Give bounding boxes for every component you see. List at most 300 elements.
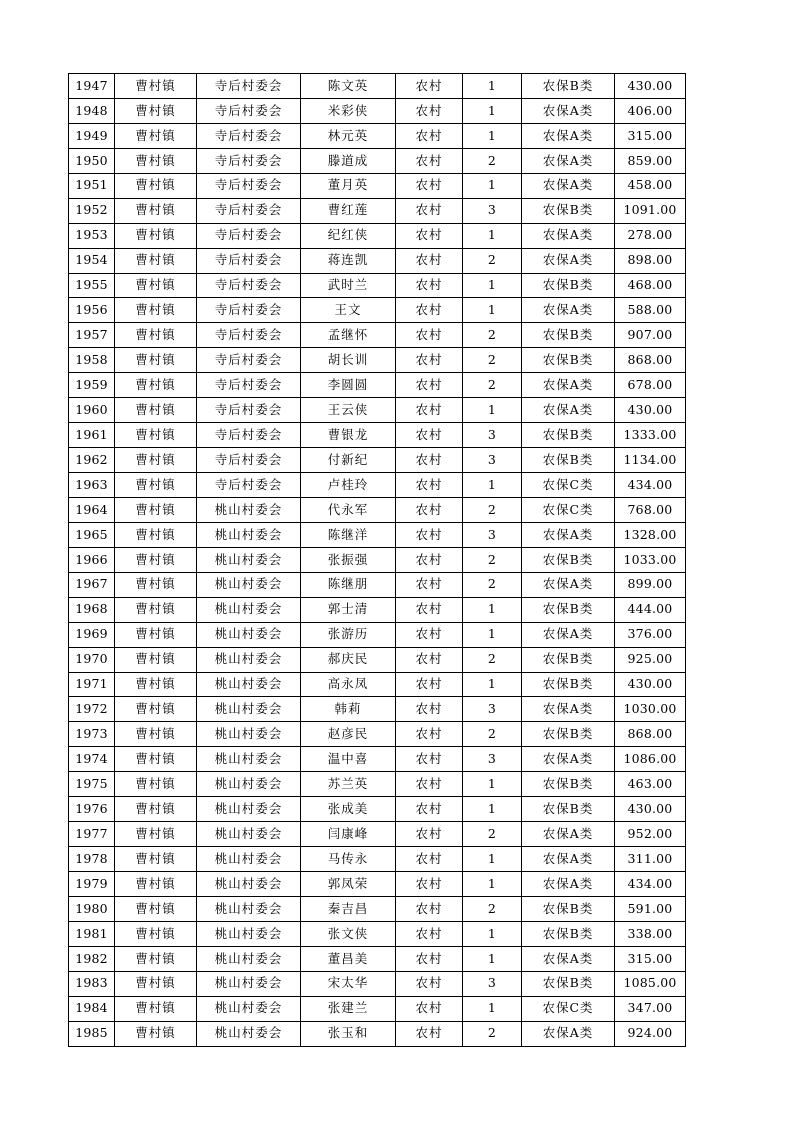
cell-seq: 1977	[69, 822, 115, 847]
cell-count: 1	[463, 473, 522, 498]
cell-amount: 315.00	[615, 946, 686, 971]
cell-amount: 376.00	[615, 622, 686, 647]
table-row	[69, 572, 686, 597]
table-row	[69, 747, 686, 772]
cell-area: 农村	[396, 722, 463, 747]
cell-area: 农村	[396, 398, 463, 423]
cell-amount: 1030.00	[615, 697, 686, 722]
cell-town: 曹村镇	[115, 697, 197, 722]
table-row	[69, 996, 686, 1021]
cell-town: 曹村镇	[115, 872, 197, 897]
cell-area: 农村	[396, 547, 463, 572]
cell-area: 农村	[396, 148, 463, 173]
cell-town: 曹村镇	[115, 971, 197, 996]
table-row	[69, 921, 686, 946]
cell-seq: 1964	[69, 497, 115, 522]
cell-village: 桃山村委会	[197, 622, 301, 647]
cell-area: 农村	[396, 98, 463, 123]
cell-category: 农保B类	[522, 597, 615, 622]
cell-category: 农保A类	[522, 223, 615, 248]
cell-seq: 1971	[69, 672, 115, 697]
cell-amount: 1033.00	[615, 547, 686, 572]
cell-village: 桃山村委会	[197, 822, 301, 847]
cell-village: 桃山村委会	[197, 847, 301, 872]
cell-area: 农村	[396, 373, 463, 398]
cell-village: 寺后村委会	[197, 423, 301, 448]
cell-village: 寺后村委会	[197, 398, 301, 423]
table-row	[69, 398, 686, 423]
cell-town: 曹村镇	[115, 473, 197, 498]
cell-count: 1	[463, 273, 522, 298]
table-row	[69, 173, 686, 198]
cell-name: 王文	[301, 298, 396, 323]
cell-seq: 1957	[69, 323, 115, 348]
cell-name: 蒋连凯	[301, 248, 396, 273]
cell-count: 2	[463, 497, 522, 522]
cell-name: 林元英	[301, 123, 396, 148]
cell-village: 桃山村委会	[197, 797, 301, 822]
cell-town: 曹村镇	[115, 1021, 197, 1046]
cell-town: 曹村镇	[115, 647, 197, 672]
cell-category: 农保B类	[522, 348, 615, 373]
cell-town: 曹村镇	[115, 921, 197, 946]
cell-village: 桃山村委会	[197, 872, 301, 897]
cell-count: 1	[463, 872, 522, 897]
cell-seq: 1956	[69, 298, 115, 323]
table-row	[69, 273, 686, 298]
cell-village: 寺后村委会	[197, 123, 301, 148]
table-row	[69, 946, 686, 971]
cell-area: 农村	[396, 822, 463, 847]
cell-village: 桃山村委会	[197, 896, 301, 921]
cell-seq: 1982	[69, 946, 115, 971]
cell-village: 桃山村委会	[197, 672, 301, 697]
cell-seq: 1959	[69, 373, 115, 398]
cell-count: 2	[463, 248, 522, 273]
cell-town: 曹村镇	[115, 822, 197, 847]
cell-area: 农村	[396, 971, 463, 996]
cell-name: 曹银龙	[301, 423, 396, 448]
cell-amount: 434.00	[615, 473, 686, 498]
table-row	[69, 223, 686, 248]
cell-name: 张成美	[301, 797, 396, 822]
cell-amount: 859.00	[615, 148, 686, 173]
cell-count: 1	[463, 223, 522, 248]
cell-count: 1	[463, 398, 522, 423]
cell-area: 农村	[396, 298, 463, 323]
cell-name: 付新纪	[301, 448, 396, 473]
cell-count: 3	[463, 423, 522, 448]
cell-name: 郝庆民	[301, 647, 396, 672]
cell-village: 桃山村委会	[197, 747, 301, 772]
cell-name: 陈继洋	[301, 522, 396, 547]
cell-name: 郭凤荣	[301, 872, 396, 897]
cell-seq: 1974	[69, 747, 115, 772]
cell-amount: 430.00	[615, 74, 686, 99]
cell-name: 张振强	[301, 547, 396, 572]
table-row	[69, 248, 686, 273]
cell-area: 农村	[396, 697, 463, 722]
cell-category: 农保A类	[522, 697, 615, 722]
cell-town: 曹村镇	[115, 123, 197, 148]
cell-seq: 1951	[69, 173, 115, 198]
cell-village: 桃山村委会	[197, 597, 301, 622]
cell-amount: 768.00	[615, 497, 686, 522]
cell-village: 寺后村委会	[197, 148, 301, 173]
cell-amount: 868.00	[615, 348, 686, 373]
cell-seq: 1968	[69, 597, 115, 622]
cell-seq: 1981	[69, 921, 115, 946]
cell-count: 2	[463, 1021, 522, 1046]
cell-count: 1	[463, 772, 522, 797]
cell-seq: 1953	[69, 223, 115, 248]
cell-category: 农保C类	[522, 473, 615, 498]
cell-count: 2	[463, 647, 522, 672]
cell-count: 2	[463, 822, 522, 847]
cell-seq: 1961	[69, 423, 115, 448]
cell-category: 农保A类	[522, 946, 615, 971]
cell-amount: 588.00	[615, 298, 686, 323]
cell-amount: 463.00	[615, 772, 686, 797]
cell-village: 寺后村委会	[197, 98, 301, 123]
cell-name: 张玉和	[301, 1021, 396, 1046]
cell-village: 寺后村委会	[197, 298, 301, 323]
cell-town: 曹村镇	[115, 672, 197, 697]
cell-seq: 1973	[69, 722, 115, 747]
cell-amount: 1328.00	[615, 522, 686, 547]
cell-town: 曹村镇	[115, 572, 197, 597]
cell-seq: 1978	[69, 847, 115, 872]
cell-count: 1	[463, 597, 522, 622]
cell-town: 曹村镇	[115, 198, 197, 223]
cell-area: 农村	[396, 248, 463, 273]
cell-amount: 924.00	[615, 1021, 686, 1046]
cell-name: 秦吉昌	[301, 896, 396, 921]
cell-category: 农保B类	[522, 323, 615, 348]
cell-amount: 952.00	[615, 822, 686, 847]
cell-area: 农村	[396, 647, 463, 672]
cell-count: 2	[463, 547, 522, 572]
cell-category: 农保A类	[522, 572, 615, 597]
cell-category: 农保B类	[522, 722, 615, 747]
cell-village: 桃山村委会	[197, 497, 301, 522]
cell-village: 寺后村委会	[197, 323, 301, 348]
cell-village: 寺后村委会	[197, 348, 301, 373]
cell-count: 3	[463, 697, 522, 722]
cell-town: 曹村镇	[115, 148, 197, 173]
table-row	[69, 722, 686, 747]
cell-town: 曹村镇	[115, 423, 197, 448]
cell-town: 曹村镇	[115, 622, 197, 647]
cell-category: 农保B类	[522, 971, 615, 996]
cell-name: 高永凤	[301, 672, 396, 697]
cell-seq: 1983	[69, 971, 115, 996]
cell-amount: 430.00	[615, 797, 686, 822]
cell-seq: 1976	[69, 797, 115, 822]
cell-name: 董昌美	[301, 946, 396, 971]
cell-town: 曹村镇	[115, 398, 197, 423]
cell-count: 1	[463, 921, 522, 946]
cell-town: 曹村镇	[115, 597, 197, 622]
cell-town: 曹村镇	[115, 298, 197, 323]
table-row	[69, 797, 686, 822]
cell-area: 农村	[396, 74, 463, 99]
cell-name: 纪红侠	[301, 223, 396, 248]
cell-amount: 898.00	[615, 248, 686, 273]
cell-seq: 1950	[69, 148, 115, 173]
table-row	[69, 647, 686, 672]
cell-town: 曹村镇	[115, 772, 197, 797]
cell-count: 3	[463, 971, 522, 996]
cell-village: 寺后村委会	[197, 473, 301, 498]
cell-town: 曹村镇	[115, 497, 197, 522]
cell-village: 寺后村委会	[197, 173, 301, 198]
cell-name: 陈继朋	[301, 572, 396, 597]
cell-amount: 678.00	[615, 373, 686, 398]
cell-seq: 1947	[69, 74, 115, 99]
cell-count: 3	[463, 522, 522, 547]
cell-seq: 1969	[69, 622, 115, 647]
cell-area: 农村	[396, 996, 463, 1021]
cell-village: 桃山村委会	[197, 921, 301, 946]
table-body	[69, 74, 686, 1047]
table-row	[69, 971, 686, 996]
table-row	[69, 74, 686, 99]
cell-count: 2	[463, 348, 522, 373]
table-row	[69, 497, 686, 522]
cell-area: 农村	[396, 747, 463, 772]
cell-seq: 1962	[69, 448, 115, 473]
cell-area: 农村	[396, 323, 463, 348]
table-row	[69, 298, 686, 323]
cell-village: 桃山村委会	[197, 946, 301, 971]
cell-count: 1	[463, 672, 522, 697]
cell-count: 1	[463, 946, 522, 971]
cell-seq: 1952	[69, 198, 115, 223]
cell-name: 韩莉	[301, 697, 396, 722]
cell-count: 1	[463, 797, 522, 822]
cell-area: 农村	[396, 423, 463, 448]
cell-category: 农保A类	[522, 173, 615, 198]
cell-name: 滕道成	[301, 148, 396, 173]
cell-town: 曹村镇	[115, 248, 197, 273]
cell-name: 武时兰	[301, 273, 396, 298]
cell-name: 闫康峰	[301, 822, 396, 847]
cell-area: 农村	[396, 273, 463, 298]
cell-category: 农保B类	[522, 547, 615, 572]
cell-amount: 430.00	[615, 672, 686, 697]
cell-seq: 1966	[69, 547, 115, 572]
cell-category: 农保A类	[522, 622, 615, 647]
cell-village: 寺后村委会	[197, 223, 301, 248]
cell-count: 1	[463, 123, 522, 148]
table-row	[69, 672, 686, 697]
cell-area: 农村	[396, 622, 463, 647]
cell-name: 张建兰	[301, 996, 396, 1021]
table-row	[69, 622, 686, 647]
cell-village: 桃山村委会	[197, 572, 301, 597]
cell-name: 苏兰英	[301, 772, 396, 797]
cell-name: 宋太华	[301, 971, 396, 996]
cell-area: 农村	[396, 672, 463, 697]
table-row	[69, 772, 686, 797]
cell-area: 农村	[396, 348, 463, 373]
cell-category: 农保B类	[522, 423, 615, 448]
cell-town: 曹村镇	[115, 722, 197, 747]
cell-amount: 907.00	[615, 323, 686, 348]
cell-seq: 1979	[69, 872, 115, 897]
cell-seq: 1967	[69, 572, 115, 597]
cell-area: 农村	[396, 448, 463, 473]
cell-town: 曹村镇	[115, 896, 197, 921]
cell-area: 农村	[396, 123, 463, 148]
cell-category: 农保B类	[522, 797, 615, 822]
cell-name: 卢桂玲	[301, 473, 396, 498]
cell-amount: 1333.00	[615, 423, 686, 448]
cell-amount: 925.00	[615, 647, 686, 672]
cell-area: 农村	[396, 572, 463, 597]
cell-name: 王云侠	[301, 398, 396, 423]
cell-count: 2	[463, 148, 522, 173]
cell-seq: 1958	[69, 348, 115, 373]
cell-area: 农村	[396, 173, 463, 198]
cell-town: 曹村镇	[115, 547, 197, 572]
cell-amount: 1134.00	[615, 448, 686, 473]
cell-name: 代永军	[301, 497, 396, 522]
cell-count: 1	[463, 298, 522, 323]
table-row	[69, 872, 686, 897]
cell-name: 张游历	[301, 622, 396, 647]
cell-name: 马传永	[301, 847, 396, 872]
cell-town: 曹村镇	[115, 522, 197, 547]
cell-village: 桃山村委会	[197, 697, 301, 722]
cell-amount: 591.00	[615, 896, 686, 921]
cell-count: 2	[463, 722, 522, 747]
cell-village: 桃山村委会	[197, 522, 301, 547]
cell-category: 农保A类	[522, 747, 615, 772]
cell-category: 农保A类	[522, 822, 615, 847]
cell-area: 农村	[396, 473, 463, 498]
cell-town: 曹村镇	[115, 996, 197, 1021]
cell-village: 寺后村委会	[197, 248, 301, 273]
cell-seq: 1975	[69, 772, 115, 797]
cell-area: 农村	[396, 896, 463, 921]
cell-amount: 1086.00	[615, 747, 686, 772]
cell-category: 农保C类	[522, 996, 615, 1021]
cell-town: 曹村镇	[115, 847, 197, 872]
cell-category: 农保B类	[522, 921, 615, 946]
table-row	[69, 148, 686, 173]
cell-town: 曹村镇	[115, 946, 197, 971]
cell-count: 2	[463, 323, 522, 348]
cell-area: 农村	[396, 497, 463, 522]
cell-name: 胡长训	[301, 348, 396, 373]
cell-village: 桃山村委会	[197, 971, 301, 996]
cell-count: 2	[463, 373, 522, 398]
cell-amount: 1091.00	[615, 198, 686, 223]
cell-area: 农村	[396, 847, 463, 872]
table-row	[69, 822, 686, 847]
cell-name: 温中喜	[301, 747, 396, 772]
cell-count: 2	[463, 896, 522, 921]
cell-count: 3	[463, 747, 522, 772]
cell-name: 孟继怀	[301, 323, 396, 348]
cell-category: 农保A类	[522, 847, 615, 872]
table-row	[69, 323, 686, 348]
cell-area: 农村	[396, 522, 463, 547]
cell-category: 农保B类	[522, 74, 615, 99]
cell-town: 曹村镇	[115, 323, 197, 348]
cell-count: 1	[463, 847, 522, 872]
cell-seq: 1985	[69, 1021, 115, 1046]
cell-amount: 468.00	[615, 273, 686, 298]
cell-category: 农保B类	[522, 198, 615, 223]
cell-category: 农保A类	[522, 98, 615, 123]
cell-seq: 1972	[69, 697, 115, 722]
table-row	[69, 348, 686, 373]
table-row	[69, 896, 686, 921]
cell-amount: 458.00	[615, 173, 686, 198]
cell-area: 农村	[396, 946, 463, 971]
cell-village: 桃山村委会	[197, 996, 301, 1021]
cell-count: 2	[463, 572, 522, 597]
table-row	[69, 123, 686, 148]
cell-town: 曹村镇	[115, 747, 197, 772]
table-row	[69, 697, 686, 722]
cell-town: 曹村镇	[115, 74, 197, 99]
table-row	[69, 473, 686, 498]
cell-seq: 1960	[69, 398, 115, 423]
cell-amount: 338.00	[615, 921, 686, 946]
table-row	[69, 423, 686, 448]
cell-town: 曹村镇	[115, 373, 197, 398]
cell-name: 赵彦民	[301, 722, 396, 747]
cell-area: 农村	[396, 921, 463, 946]
cell-category: 农保B类	[522, 672, 615, 697]
cell-count: 1	[463, 98, 522, 123]
table-row	[69, 98, 686, 123]
cell-town: 曹村镇	[115, 273, 197, 298]
cell-category: 农保B类	[522, 273, 615, 298]
cell-area: 农村	[396, 223, 463, 248]
table-row	[69, 1021, 686, 1046]
cell-amount: 347.00	[615, 996, 686, 1021]
cell-name: 陈文英	[301, 74, 396, 99]
cell-seq: 1948	[69, 98, 115, 123]
cell-category: 农保B类	[522, 896, 615, 921]
table-row	[69, 198, 686, 223]
cell-village: 寺后村委会	[197, 373, 301, 398]
cell-amount: 315.00	[615, 123, 686, 148]
cell-name: 张文侠	[301, 921, 396, 946]
cell-village: 寺后村委会	[197, 273, 301, 298]
cell-village: 桃山村委会	[197, 647, 301, 672]
cell-seq: 1984	[69, 996, 115, 1021]
cell-area: 农村	[396, 597, 463, 622]
cell-town: 曹村镇	[115, 348, 197, 373]
cell-seq: 1954	[69, 248, 115, 273]
cell-seq: 1980	[69, 896, 115, 921]
cell-amount: 444.00	[615, 597, 686, 622]
cell-amount: 278.00	[615, 223, 686, 248]
cell-amount: 406.00	[615, 98, 686, 123]
cell-area: 农村	[396, 198, 463, 223]
cell-category: 农保C类	[522, 497, 615, 522]
cell-village: 桃山村委会	[197, 722, 301, 747]
cell-count: 1	[463, 996, 522, 1021]
table-row	[69, 373, 686, 398]
cell-category: 农保A类	[522, 148, 615, 173]
